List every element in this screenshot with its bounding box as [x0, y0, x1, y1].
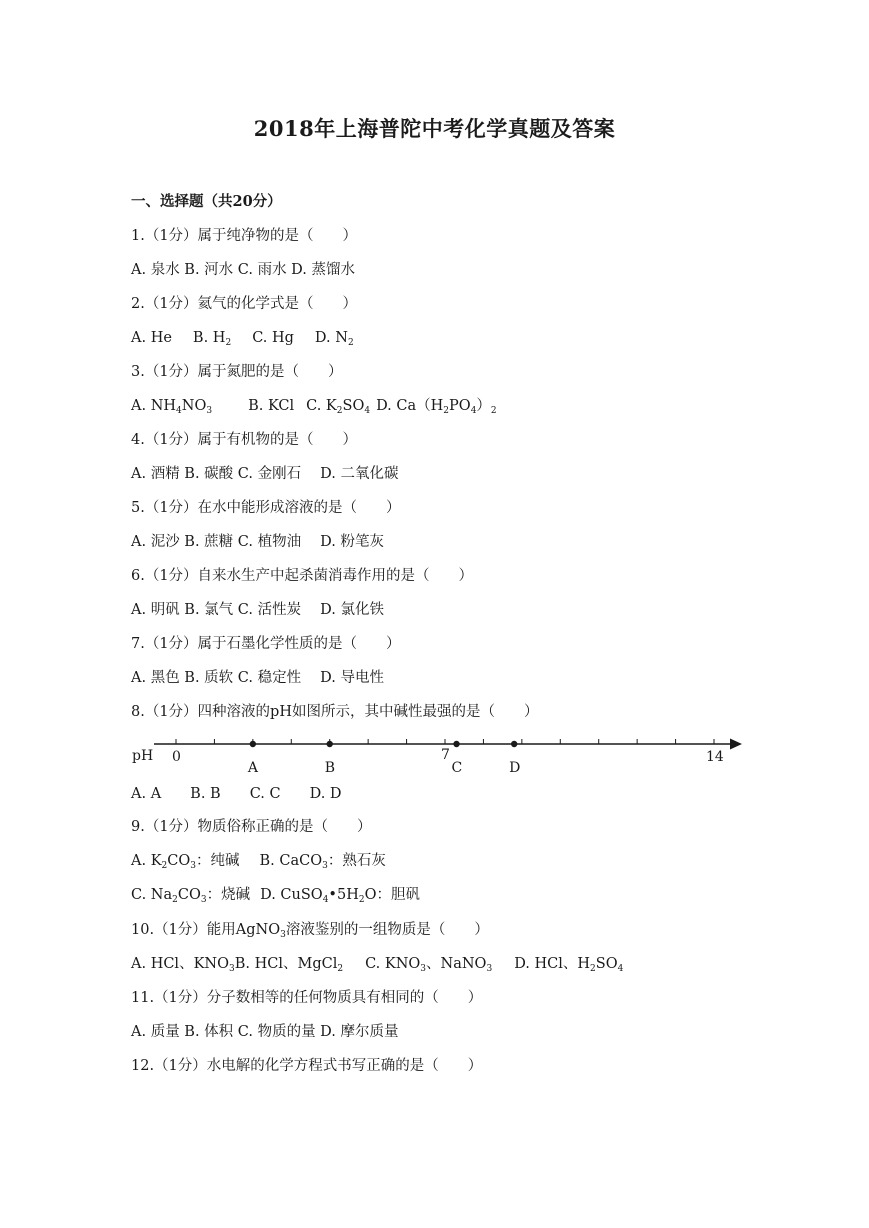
question-11-options: A. 质量 B. 体积 C. 物质的量 D. 摩尔质量 — [131, 1024, 399, 1040]
q3-option-a: A. $NH_4NO_3$ — [131, 398, 213, 416]
q10-option-b: B. HCl、MgCl$_2$ — [234, 956, 344, 974]
question-5-options: A. 泥沙 B. 蔗糖 C. 植物油 D. 粉笔灰 — [131, 534, 385, 550]
q2-option-b: B. $H_2$ — [192, 330, 232, 348]
question-2-options — [131, 329, 354, 347]
q10-option-c: C. $KNO_3$、NaNO$_3$ — [365, 956, 493, 974]
ph-tick-label-0: 0 — [172, 749, 181, 765]
question-9-options-cd — [131, 886, 420, 904]
question-3-options — [131, 397, 497, 415]
ph-point-label-D: D — [509, 760, 521, 776]
ph-point-B — [327, 741, 333, 747]
q2-option-a: A. He — [131, 330, 172, 346]
question-8-stem: 8.（1分）四种溶液的pH如图所示，其中碱性最强的是（ ） — [131, 704, 539, 720]
question-9-options-ab — [131, 852, 386, 870]
q10-option-d: D. HCl、$H_2SO_4$ — [514, 956, 624, 974]
ph-number-line — [128, 733, 748, 783]
q9-option-a: A. $K_2CO_3$：纯碱 — [131, 853, 240, 871]
question-9-stem: 9.（1分）物质俗称正确的是（ ） — [131, 819, 372, 835]
ph-point-D — [511, 741, 517, 747]
question-6-options: A. 明矾 B. 氯气 C. 活性炭 D. 氯化铁 — [131, 602, 385, 618]
q3-option-d: D. $Ca(H_2PO_4)_2$ — [376, 398, 497, 416]
question-7-options: A. 黑色 B. 质软 C. 稳定性 D. 导电性 — [131, 670, 385, 686]
ph-point-C — [453, 741, 459, 747]
question-8-options: A. A B. B C. C D. D — [131, 786, 342, 802]
question-1-options: A. 泉水 B. 河水 C. 雨水 D. 蒸馏水 — [131, 262, 356, 278]
question-3-stem: 3.（1分）属于氮肥的是（ ） — [131, 364, 343, 380]
ph-tick-label-7: 7 — [441, 747, 450, 763]
section-heading: 一、选择题（共20分） — [131, 193, 282, 210]
question-2-stem: 2.（1分）氦气的化学式是（ ） — [131, 296, 358, 312]
ph-point-label-B: B — [324, 760, 336, 776]
question-12-stem: 12.（1分）水电解的化学方程式书写正确的是（ ） — [131, 1058, 483, 1074]
question-5-stem: 5.（1分）在水中能形成溶液的是（ ） — [131, 500, 401, 516]
q2-option-d: D. $N_2$ — [314, 330, 354, 348]
ph-axis-ticks — [176, 739, 714, 744]
q10-option-a: A. HCl、$KNO_3$ — [131, 956, 235, 974]
q2-option-c: C. Hg — [252, 330, 294, 346]
ph-point-label-C: C — [451, 760, 463, 776]
question-11-stem: 11.（1分）分子数相等的任何物质具有相同的（ ） — [131, 990, 483, 1006]
q9-option-c: C. $Na_2CO_3$：烧碱 — [131, 887, 251, 905]
question-10-options — [131, 955, 623, 973]
ph-point-A — [250, 741, 256, 747]
question-4-options: A. 酒精 B. 碳酸 C. 金刚石 D. 二氧化碳 — [131, 466, 399, 482]
q3-option-c: C. $K_2SO_4$ — [306, 398, 371, 416]
ph-axis-arrow — [730, 739, 742, 750]
ph-point-label-A: A — [247, 760, 258, 776]
question-7-stem: 7.（1分）属于石墨化学性质的是（ ） — [131, 636, 401, 652]
question-1-stem: 1.（1分）属于纯净物的是（ ） — [131, 228, 358, 244]
question-4-stem: 4.（1分）属于有机物的是（ ） — [131, 432, 358, 448]
ph-axis-label: pH — [132, 748, 154, 764]
q9-option-d: D. $CuSO_4•5H_2O$：胆矾 — [260, 887, 420, 905]
ph-tick-label-14: 14 — [706, 749, 724, 765]
page-title: 2018年上海普陀中考化学真题及答案 — [253, 116, 616, 141]
question-10-stem: 10.（1分）能用AgNO$_3$溶液鉴别的一组物质是（ ） — [131, 922, 489, 940]
question-6-stem: 6.（1分）自来水生产中起杀菌消毒作用的是（ ） — [131, 568, 474, 584]
q3-option-b: B. KCl — [248, 398, 295, 414]
q9-option-b: B. CaCO$_3$：熟石灰 — [259, 853, 386, 871]
ph-points — [247, 741, 521, 776]
